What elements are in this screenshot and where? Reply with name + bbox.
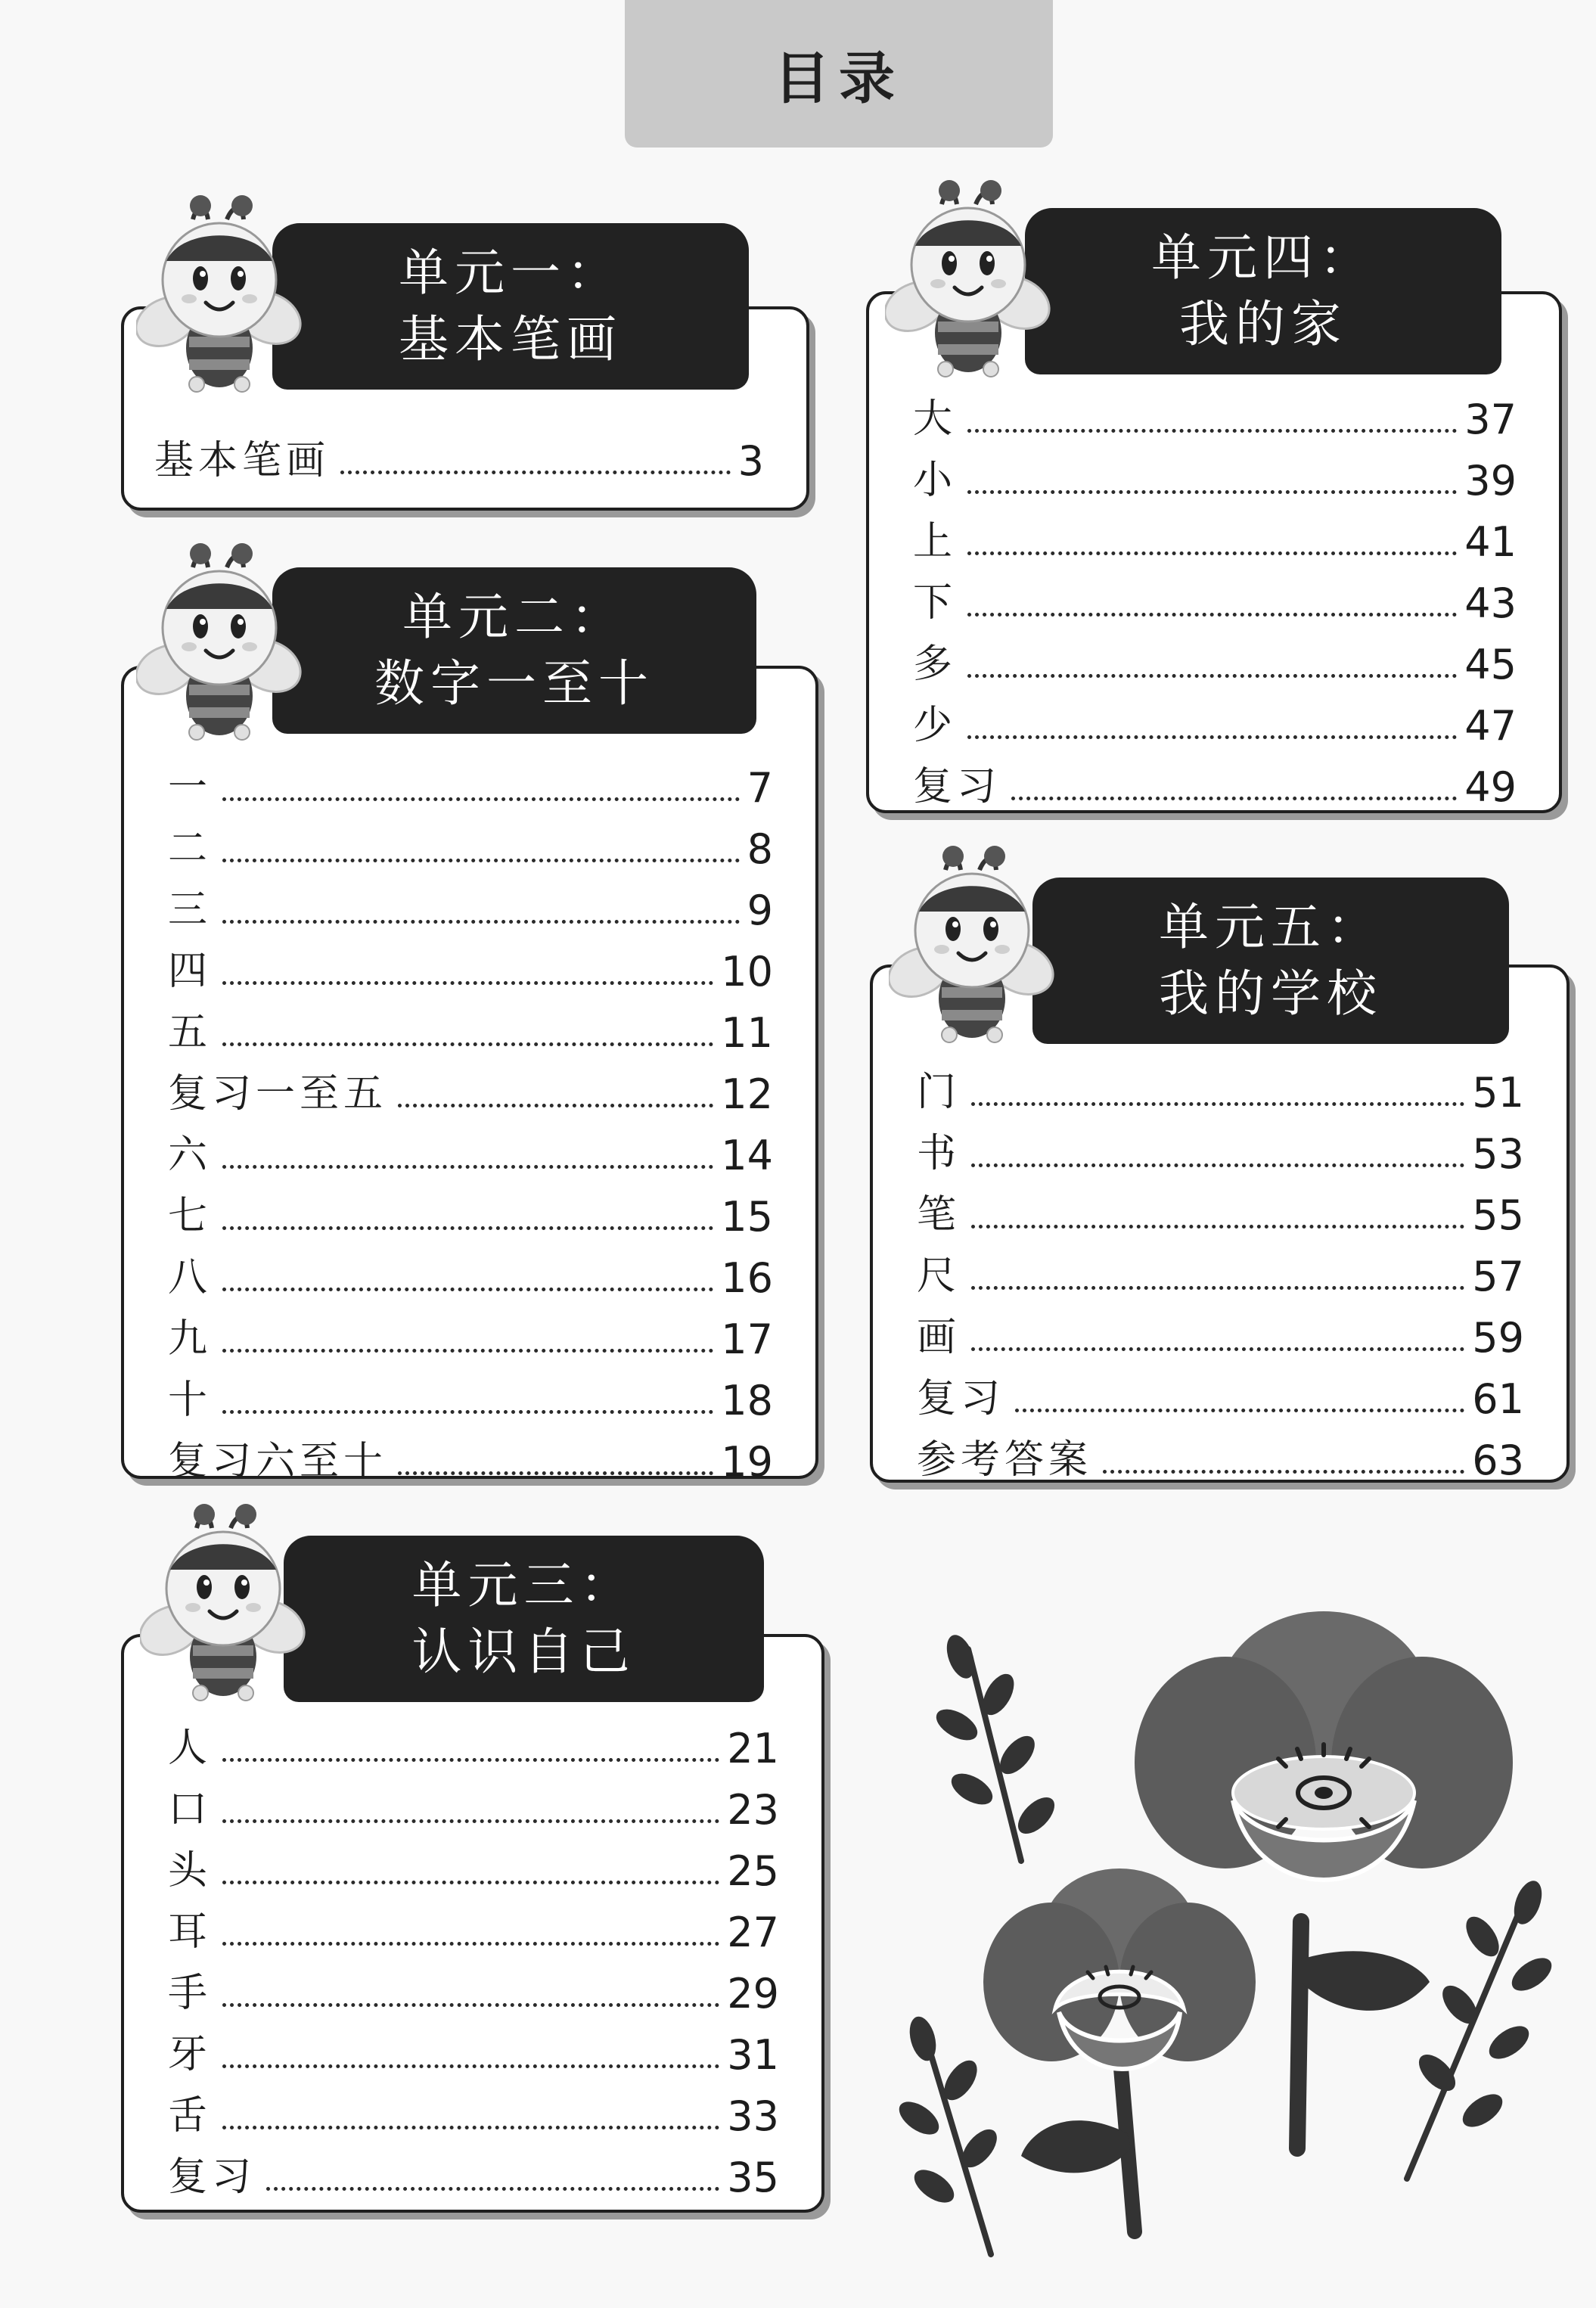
toc-list	[154, 424, 764, 485]
toc-entry-label: 画	[917, 1315, 961, 1360]
toc-entry-page: 11	[721, 1009, 773, 1057]
toc-entry[interactable]	[917, 1239, 1524, 1300]
toc-entry-label: 耳	[168, 1909, 213, 1955]
toc-entry[interactable]	[913, 566, 1517, 627]
toc-entry[interactable]	[917, 1300, 1524, 1362]
flowers-illustration	[877, 1604, 1558, 2269]
toc-entry-label: 大	[913, 396, 958, 442]
unit-heading-line2: 我的学校	[1159, 965, 1383, 1023]
toc-entry[interactable]	[917, 1423, 1524, 1484]
toc-entry-label: 九	[168, 1316, 213, 1362]
toc-entry[interactable]	[168, 750, 773, 812]
dot-leader	[967, 674, 1457, 678]
toc-entry[interactable]	[168, 1772, 779, 1834]
toc-entry[interactable]	[154, 424, 764, 485]
toc-entry-page: 53	[1472, 1130, 1524, 1178]
toc-entry-label: 书	[917, 1131, 961, 1176]
toc-entry-page: 35	[727, 2154, 779, 2201]
bee-icon	[885, 174, 1051, 386]
dot-leader	[222, 1226, 713, 1230]
toc-entry-page: 43	[1464, 579, 1517, 627]
dot-leader	[222, 920, 740, 924]
toc-entry-page: 16	[721, 1254, 773, 1302]
toc-entry[interactable]	[168, 996, 773, 1057]
toc-entry[interactable]	[168, 1179, 773, 1241]
dot-leader	[222, 1165, 713, 1169]
toc-entry[interactable]	[168, 1834, 779, 1895]
toc-entry-label: 参考答案	[917, 1437, 1093, 1483]
dot-leader	[971, 1286, 1464, 1290]
toc-entry-label: 一	[168, 765, 213, 810]
toc-entry-label: 五	[168, 1010, 213, 1055]
toc-entry-label: 上	[913, 519, 958, 564]
dot-leader	[340, 471, 731, 474]
toc-entry-label: 头	[168, 1848, 213, 1893]
toc-entry[interactable]	[168, 873, 773, 934]
toc-entry-page: 51	[1472, 1069, 1524, 1117]
dot-leader	[222, 1410, 713, 1414]
toc-entry-label: 笔	[917, 1192, 961, 1238]
toc-entry-page: 47	[1464, 702, 1517, 750]
toc-entry-page: 3	[737, 437, 764, 485]
unit-3	[121, 1513, 824, 2213]
toc-list	[917, 1055, 1524, 1484]
toc-entry[interactable]	[913, 688, 1517, 750]
dot-leader	[222, 981, 713, 985]
toc-entry[interactable]	[168, 1302, 773, 1363]
dot-leader	[1103, 1470, 1464, 1474]
toc-entry-label: 八	[168, 1255, 213, 1300]
toc-list	[168, 750, 773, 1486]
toc-entry[interactable]	[917, 1362, 1524, 1423]
dot-leader	[967, 490, 1457, 494]
toc-entry-page: 45	[1464, 641, 1517, 688]
toc-entry[interactable]	[168, 1118, 773, 1179]
dot-leader	[222, 2064, 719, 2068]
toc-entry-page: 29	[727, 1970, 779, 2018]
toc-entry-page: 18	[721, 1377, 773, 1424]
toc-entry[interactable]	[168, 812, 773, 873]
toc-entry-page: 15	[721, 1193, 773, 1241]
toc-entry[interactable]	[168, 1424, 773, 1486]
dot-leader	[971, 1163, 1464, 1167]
toc-entry-page: 14	[721, 1132, 773, 1179]
dot-leader	[222, 1819, 719, 1823]
toc-entry-label: 四	[168, 949, 213, 994]
unit-header	[1032, 878, 1509, 1044]
bee-icon	[140, 1498, 306, 1710]
toc-entry-label: 复习	[917, 1376, 1005, 1421]
unit-header	[272, 567, 756, 734]
dot-leader	[222, 1881, 719, 1884]
toc-entry-label: 复习六至十	[168, 1439, 388, 1484]
unit-header	[284, 1536, 764, 1702]
dot-leader	[967, 735, 1457, 739]
unit-header	[1025, 208, 1501, 374]
unit-1	[121, 204, 809, 511]
dot-leader	[398, 1104, 713, 1107]
toc-entry-label: 多	[913, 641, 958, 687]
dot-leader	[222, 1349, 713, 1353]
toc-entry-page: 25	[727, 1847, 779, 1895]
toc-entry[interactable]	[913, 443, 1517, 505]
toc-entry[interactable]	[913, 505, 1517, 566]
toc-entry-page: 31	[727, 2031, 779, 2079]
toc-entry-page: 17	[721, 1316, 773, 1363]
toc-entry[interactable]	[168, 1711, 779, 1772]
toc-entry-label: 手	[168, 1971, 213, 2016]
toc-entry[interactable]	[168, 1363, 773, 1424]
toc-entry-page: 57	[1472, 1253, 1524, 1300]
unit-heading-line2: 我的家	[1179, 295, 1347, 353]
dot-leader	[266, 2187, 719, 2191]
toc-entry-label: 小	[913, 458, 958, 503]
toc-entry-label: 尺	[917, 1253, 961, 1299]
title-tab	[625, 0, 1053, 148]
unit-heading-line1: 单元四：	[1151, 228, 1375, 287]
toc-entry-page: 39	[1464, 457, 1517, 505]
toc-entry-label: 牙	[168, 2032, 213, 2077]
dot-leader	[967, 613, 1457, 617]
toc-entry-page: 19	[721, 1438, 773, 1486]
toc-entry[interactable]	[168, 2079, 779, 2140]
toc-entry-page: 9	[747, 887, 773, 934]
dot-leader	[222, 2126, 719, 2129]
unit-heading-line2: 基本笔画	[399, 310, 623, 368]
toc-entry[interactable]	[917, 1117, 1524, 1178]
toc-entry-label: 基本笔画	[154, 438, 331, 483]
toc-entry[interactable]	[168, 1057, 773, 1118]
dot-leader	[971, 1347, 1464, 1351]
unit-heading-line1: 单元二：	[402, 588, 626, 646]
dot-leader	[222, 1942, 719, 1946]
toc-entry-label: 七	[168, 1194, 213, 1239]
toc-entry-label: 六	[168, 1132, 213, 1178]
toc-list	[913, 382, 1517, 811]
toc-entry[interactable]	[168, 1956, 779, 2018]
toc-entry[interactable]	[168, 1241, 773, 1302]
unit-header	[272, 223, 749, 390]
toc-entry-page: 10	[721, 948, 773, 996]
dot-leader	[222, 1042, 713, 1046]
dot-leader	[967, 429, 1457, 433]
toc-list	[168, 1711, 779, 2201]
dot-leader	[222, 1758, 719, 1762]
toc-entry-page: 12	[721, 1070, 773, 1118]
toc-entry-page: 55	[1472, 1191, 1524, 1239]
dot-leader	[222, 1288, 713, 1291]
dot-leader	[1015, 1409, 1464, 1412]
toc-entry-label: 少	[913, 703, 958, 748]
toc-entry-label: 门	[917, 1070, 961, 1115]
page-title: 目录	[774, 45, 904, 111]
toc-entry-page: 23	[727, 1786, 779, 1834]
toc-entry-page: 59	[1472, 1314, 1524, 1362]
toc-entry-page: 41	[1464, 518, 1517, 566]
toc-entry[interactable]	[168, 934, 773, 996]
toc-entry-page: 7	[747, 764, 773, 812]
dot-leader	[1011, 797, 1457, 800]
toc-entry[interactable]	[917, 1055, 1524, 1117]
toc-entry-label: 复习	[913, 764, 1001, 809]
toc-entry-page: 63	[1472, 1437, 1524, 1484]
toc-entry[interactable]	[913, 750, 1517, 811]
unit-heading-line1: 单元一：	[399, 244, 623, 302]
unit-2	[121, 552, 818, 1486]
toc-entry[interactable]	[917, 1178, 1524, 1239]
toc-entry-page: 33	[727, 2092, 779, 2140]
bee-icon	[889, 840, 1055, 1051]
toc-entry-page: 61	[1472, 1375, 1524, 1423]
dot-leader	[971, 1225, 1464, 1229]
unit-4	[866, 189, 1562, 813]
toc-entry[interactable]	[168, 2018, 779, 2079]
dot-leader	[971, 1102, 1464, 1106]
unit-heading-line1: 单元五：	[1159, 898, 1383, 956]
toc-entry-label: 三	[168, 887, 213, 933]
dot-leader	[967, 551, 1457, 555]
toc-entry[interactable]	[168, 1895, 779, 1956]
toc-entry[interactable]	[913, 627, 1517, 688]
toc-entry[interactable]	[168, 2140, 779, 2201]
unit-heading-line2: 认识自己	[411, 1623, 636, 1681]
dot-leader	[222, 797, 740, 801]
toc-entry-label: 复习	[168, 2154, 256, 2200]
toc-entry-page: 49	[1464, 763, 1517, 811]
toc-entry-page: 37	[1464, 396, 1517, 443]
toc-entry-page: 21	[727, 1725, 779, 1772]
toc-entry-label: 人	[168, 1726, 213, 1771]
unit-5	[870, 855, 1570, 1483]
toc-entry-label: 下	[913, 580, 958, 626]
dot-leader	[398, 1471, 713, 1475]
toc-entry-label: 二	[168, 826, 213, 871]
bee-icon	[136, 189, 303, 401]
toc-entry-label: 舌	[168, 2093, 213, 2139]
toc-entry-page: 8	[747, 825, 773, 873]
dot-leader	[222, 859, 740, 862]
unit-heading-line2: 数字一至十	[374, 654, 654, 713]
toc-entry-label: 复习一至五	[168, 1071, 388, 1117]
dot-leader	[222, 2003, 719, 2007]
toc-entry-label: 十	[168, 1378, 213, 1423]
bee-icon	[136, 537, 303, 749]
toc-entry[interactable]	[913, 382, 1517, 443]
unit-heading-line1: 单元三：	[411, 1556, 636, 1614]
toc-entry-label: 口	[168, 1787, 213, 1832]
toc-entry-page: 27	[727, 1909, 779, 1956]
flowers-icon	[877, 1604, 1558, 2269]
